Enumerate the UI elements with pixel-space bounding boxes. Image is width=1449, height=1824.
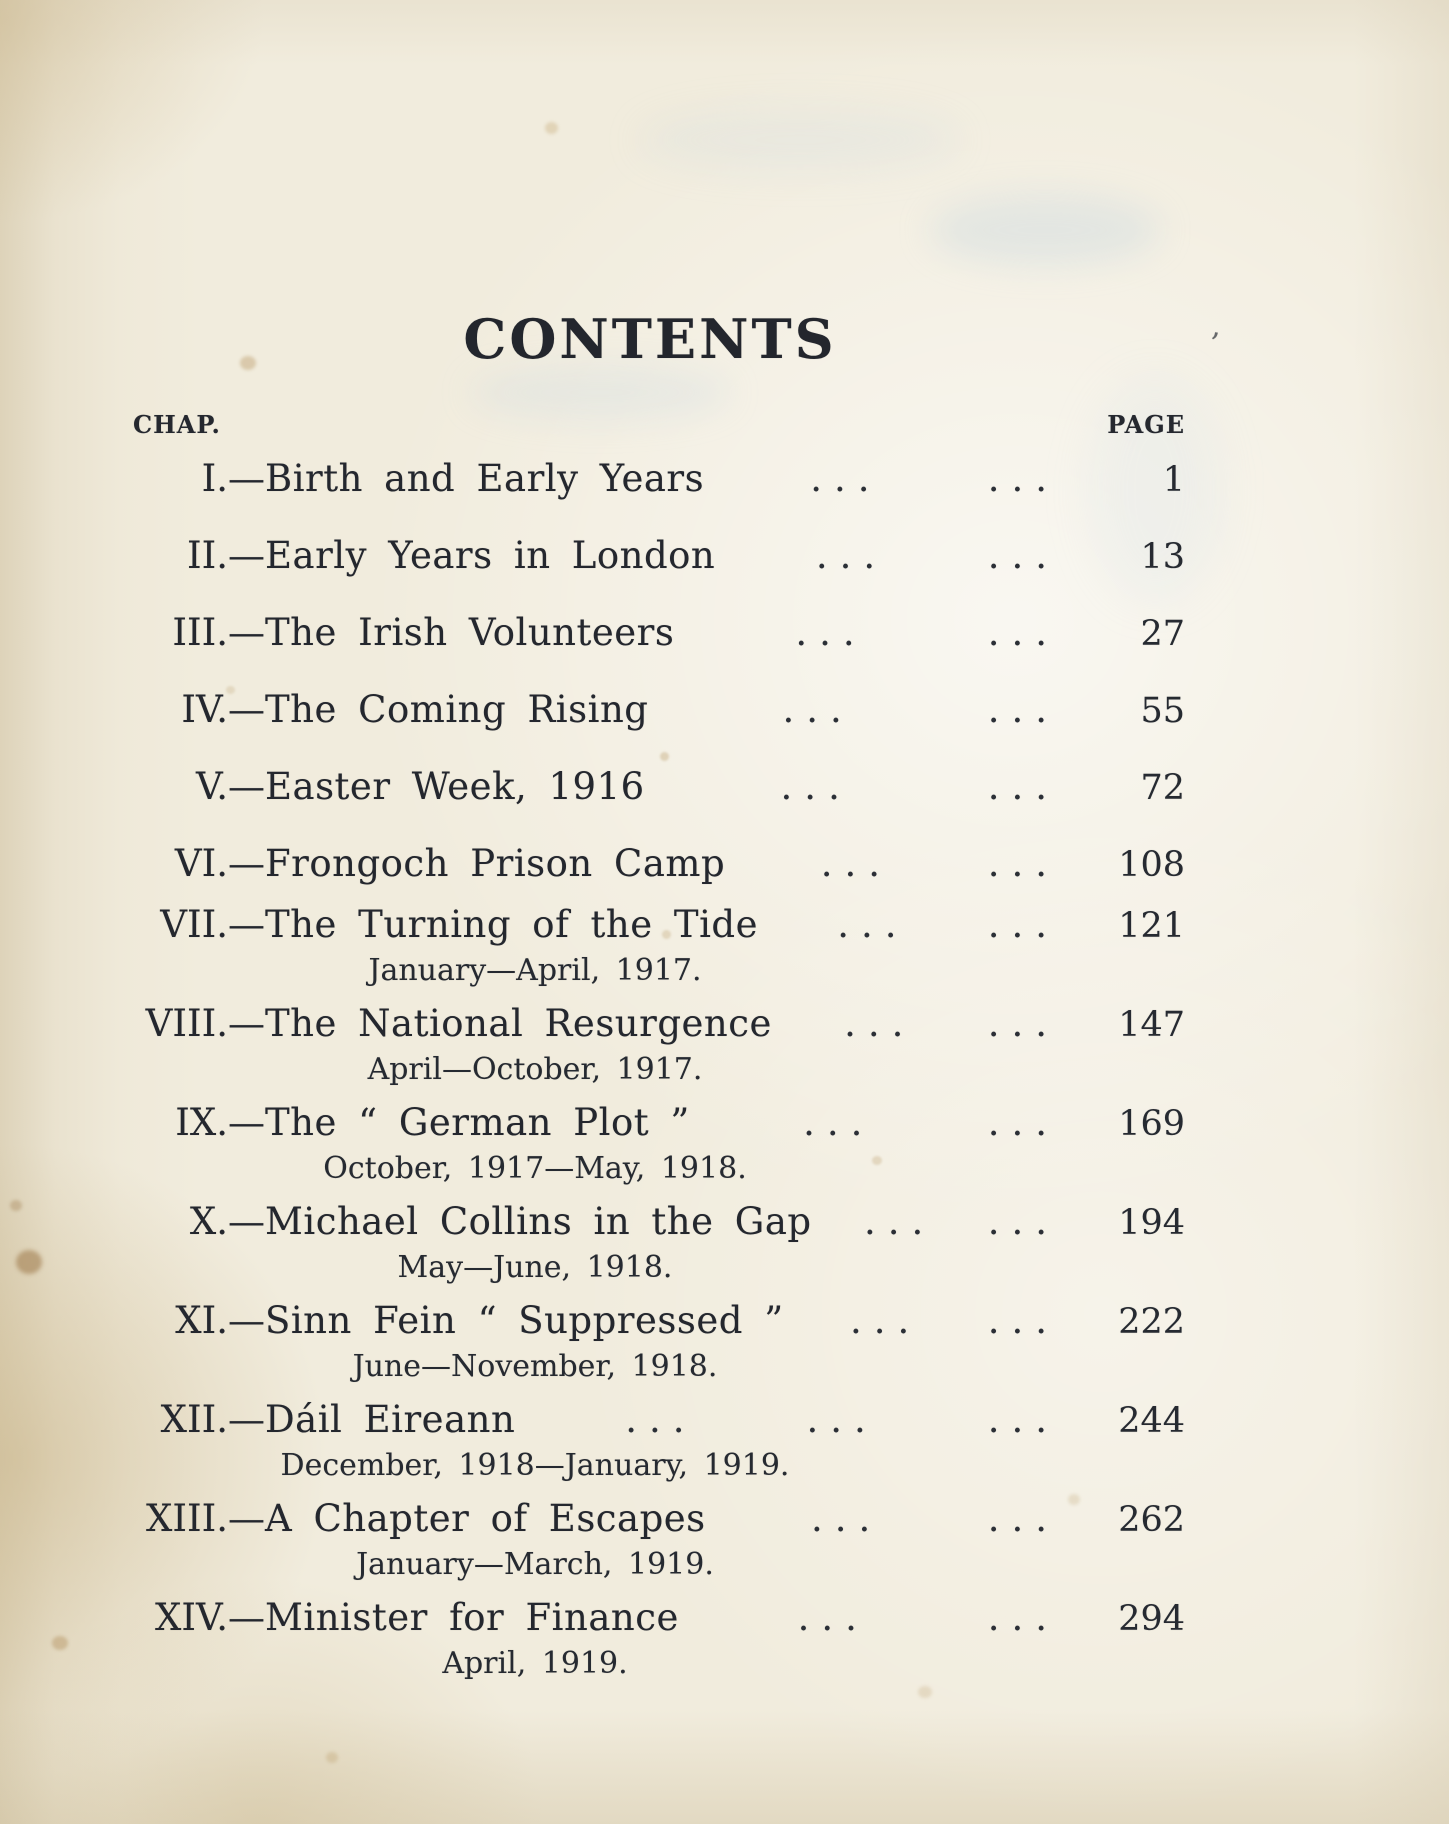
leader-dots: ... xyxy=(987,611,1059,654)
toc-row-main xyxy=(115,531,1185,582)
chapter-title-and-leaders xyxy=(265,1395,1085,1445)
toc-row xyxy=(115,1593,1185,1684)
toc-row xyxy=(115,608,1185,659)
chapter-numeral: X.— xyxy=(189,1200,265,1243)
leader-dots: ... xyxy=(987,1299,1059,1342)
leader-dots: ... xyxy=(844,1002,916,1045)
leader-dots: ... xyxy=(803,1101,875,1144)
toc-row-main xyxy=(115,1494,1185,1545)
leader-dots: ... xyxy=(987,688,1059,731)
chapter-title: Frongoch Prison Camp xyxy=(265,842,726,885)
chapter-numeral: I.— xyxy=(201,457,265,500)
leader-dots: ... xyxy=(820,842,893,885)
chapter-title: The Coming Rising xyxy=(265,688,649,731)
chapter-title: Dáil Eireann xyxy=(265,1398,516,1441)
chapter-numeral: XIII.— xyxy=(146,1497,265,1540)
leader-dots: ... xyxy=(987,1200,1059,1243)
chapter-subtitle: May—June, 1918. xyxy=(397,1250,673,1285)
leader-dots: ... xyxy=(625,1398,697,1441)
page-number: 262 xyxy=(1118,1500,1185,1540)
chapter-title-and-leaders xyxy=(265,839,1085,889)
showthrough-smudge xyxy=(640,110,960,170)
toc-row-main xyxy=(115,454,1185,505)
toc-row xyxy=(115,685,1185,736)
chapter-title-and-leaders xyxy=(265,1296,1085,1346)
page-column-header: PAGE xyxy=(1107,410,1185,439)
leader-dots: ... xyxy=(837,903,909,946)
chapter-title-and-leaders xyxy=(265,762,1085,812)
chapter-title: The Irish Volunteers xyxy=(265,611,675,654)
page-number: 294 xyxy=(1118,1599,1185,1639)
toc-row xyxy=(115,839,1185,890)
showthrough-smudge xyxy=(930,195,1160,265)
chapter-title-and-leaders xyxy=(265,1593,1085,1643)
toc-row-main xyxy=(115,762,1185,813)
chapter-numeral: IX.— xyxy=(175,1101,265,1144)
toc-row xyxy=(115,1395,1185,1486)
toc-row xyxy=(115,1197,1185,1288)
toc-row-main xyxy=(115,839,1185,890)
page-number: 244 xyxy=(1118,1401,1185,1441)
chapter-numeral: XI.— xyxy=(175,1299,265,1342)
page-number: 194 xyxy=(1118,1203,1185,1243)
page-number: 147 xyxy=(1118,1005,1185,1045)
title-row xyxy=(115,307,1222,371)
toc-row-main xyxy=(115,1593,1185,1644)
leader-dots: ... xyxy=(811,1497,883,1540)
foxing-spot xyxy=(545,122,558,134)
toc-row xyxy=(115,762,1185,813)
leader-dots: ... xyxy=(987,842,1059,885)
foxing-spot xyxy=(10,1200,22,1211)
leader-dots: ... xyxy=(987,1002,1059,1045)
page-number: 55 xyxy=(1140,691,1185,731)
leader-dots: ... xyxy=(806,1398,878,1441)
chapter-title-and-leaders xyxy=(265,608,1085,658)
chapter-subtitle: January—March, 1919. xyxy=(356,1547,714,1582)
toc-row xyxy=(115,1296,1185,1387)
leader-dots: ... xyxy=(780,765,852,808)
leader-dots: ... xyxy=(795,611,867,654)
page-number: 108 xyxy=(1118,845,1185,885)
toc-row xyxy=(115,531,1185,582)
page-number: 72 xyxy=(1140,768,1185,808)
toc-row-main xyxy=(115,608,1185,659)
chapter-title-and-leaders xyxy=(265,1197,1085,1247)
chapter-title-and-leaders xyxy=(265,531,1085,581)
chapter-title: The Turning of the Tide xyxy=(265,903,758,946)
chap-column-header: CHAP. xyxy=(133,410,221,439)
chapter-numeral: XII.— xyxy=(160,1398,265,1441)
chapter-title-and-leaders xyxy=(265,454,1085,504)
chapter-title: A Chapter of Escapes xyxy=(265,1497,706,1540)
leader-dots: ... xyxy=(987,903,1059,946)
page-title: CONTENTS xyxy=(463,307,837,371)
leader-dots: ... xyxy=(810,457,882,500)
chapter-numeral: V.— xyxy=(195,765,265,808)
foxing-spot xyxy=(16,1250,42,1274)
toc-row-main xyxy=(115,1296,1185,1347)
chapter-numeral: VIII.— xyxy=(145,1002,265,1045)
leader-dots: ... xyxy=(863,1200,936,1243)
toc-row-main xyxy=(115,1395,1185,1446)
foxing-spot xyxy=(52,1636,68,1650)
column-headers xyxy=(115,412,1185,438)
contents-section xyxy=(115,307,1222,1692)
toc-row xyxy=(115,454,1185,505)
chapter-numeral: III.— xyxy=(172,611,265,654)
chapter-title: Easter Week, 1916 xyxy=(265,765,645,808)
toc-row xyxy=(115,900,1185,991)
leader-dots: ... xyxy=(987,1596,1059,1639)
chapter-numeral: VII.— xyxy=(160,903,265,946)
page-number: 169 xyxy=(1118,1104,1185,1144)
chapter-subtitle: January—April, 1917. xyxy=(368,953,702,988)
page-number: 121 xyxy=(1118,906,1185,946)
chapter-title-and-leaders xyxy=(265,999,1085,1049)
leader-dots: ... xyxy=(797,1596,869,1639)
chapter-numeral: XIV.— xyxy=(155,1596,265,1639)
chapter-title-and-leaders xyxy=(265,685,1085,735)
leader-dots: ... xyxy=(815,534,888,577)
chapter-title: Minister for Finance xyxy=(265,1596,679,1639)
chapter-subtitle: June—November, 1918. xyxy=(352,1349,718,1384)
chapter-title: The “ German Plot ” xyxy=(265,1101,690,1144)
title-ink-mark: ’ xyxy=(1207,326,1222,363)
toc-row-main xyxy=(115,1197,1185,1248)
chapter-title-and-leaders xyxy=(265,1098,1085,1148)
chapter-title: Michael Collins in the Gap xyxy=(265,1200,812,1243)
leader-dots: ... xyxy=(850,1299,922,1342)
leader-dots: ... xyxy=(987,1398,1059,1441)
chapter-numeral: II.— xyxy=(187,534,265,577)
chapter-subtitle: April, 1919. xyxy=(442,1646,628,1681)
chapter-subtitle: October, 1917—May, 1918. xyxy=(323,1151,747,1186)
foxing-spot xyxy=(326,1752,338,1763)
chapter-numeral: IV.— xyxy=(181,688,265,731)
toc-rows xyxy=(115,454,1185,1684)
toc-row-main xyxy=(115,999,1185,1050)
chapter-subtitle: December, 1918—January, 1919. xyxy=(280,1448,790,1483)
chapter-title: Early Years in London xyxy=(265,534,716,577)
toc-row xyxy=(115,1098,1185,1189)
chapter-numeral: VI.— xyxy=(174,842,265,885)
chapter-title: Sinn Fein “ Suppressed ” xyxy=(265,1299,784,1342)
page-number: 1 xyxy=(1162,460,1185,500)
leader-dots: ... xyxy=(987,1497,1059,1540)
chapter-title: The National Resurgence xyxy=(265,1002,772,1045)
toc-row-main xyxy=(115,900,1185,951)
page-number: 222 xyxy=(1118,1302,1185,1342)
leader-dots: ... xyxy=(782,688,854,731)
leader-dots: ... xyxy=(987,457,1059,500)
chapter-title: Birth and Early Years xyxy=(265,457,705,500)
chapter-title-and-leaders xyxy=(265,900,1085,950)
leader-dots: ... xyxy=(987,765,1059,808)
leader-dots: ... xyxy=(987,534,1059,577)
page-number: 13 xyxy=(1140,537,1185,577)
toc-row xyxy=(115,1494,1185,1585)
toc-row-main xyxy=(115,685,1185,736)
leader-dots: ... xyxy=(987,1101,1059,1144)
toc-row-main xyxy=(115,1098,1185,1149)
toc-row xyxy=(115,999,1185,1090)
chapter-subtitle: April—October, 1917. xyxy=(367,1052,703,1087)
page-number: 27 xyxy=(1140,614,1185,654)
chapter-title-and-leaders xyxy=(265,1494,1085,1544)
